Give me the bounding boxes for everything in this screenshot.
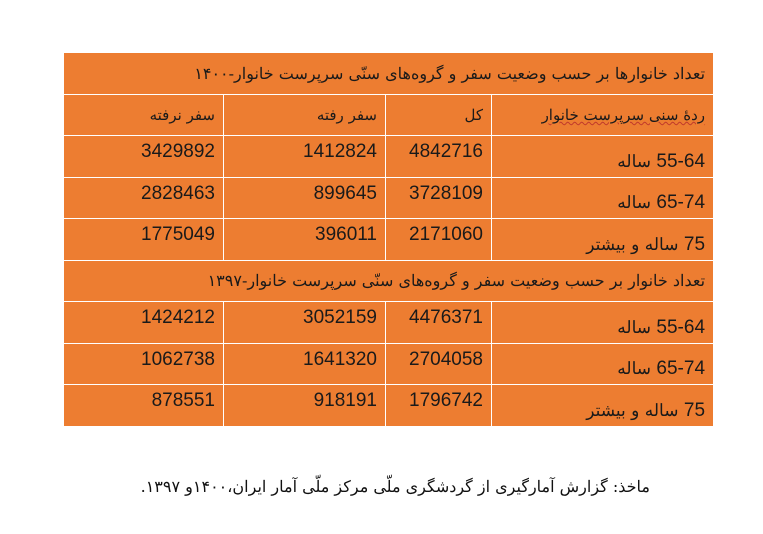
table-row — [64, 136, 714, 178]
cell-traveled: 1412824 — [224, 136, 386, 178]
cell-total: 4476371 — [386, 302, 492, 344]
cell-traveled: 3052159 — [224, 302, 386, 344]
cell-age-group: 75 ساله و بیشتر — [492, 219, 714, 261]
cell-not-traveled: 878551 — [64, 385, 224, 427]
cell-age-group: 55-64 ساله — [492, 302, 714, 344]
cell-traveled: 396011 — [224, 219, 386, 261]
cell-not-traveled: 1775049 — [64, 219, 224, 261]
cell-not-traveled: 3429892 — [64, 136, 224, 178]
cell-age-group: 75 ساله و بیشتر — [492, 385, 714, 427]
cell-total: 2171060 — [386, 219, 492, 261]
cell-not-traveled: 2828463 — [64, 177, 224, 219]
cell-traveled: 899645 — [224, 177, 386, 219]
cell-traveled: 1641320 — [224, 343, 386, 385]
cell-not-traveled: 1062738 — [64, 343, 224, 385]
table-row — [64, 302, 714, 344]
source-note: ماخذ: گزارش آمارگیری از گردشگری ملّی مرکز ملّی آمار ایران،۱۴۰۰و ۱۳۹۷. — [140, 477, 650, 496]
cell-not-traveled: 1424212 — [64, 302, 224, 344]
header-traveled: سفر رفته — [224, 94, 386, 136]
section-title-row — [64, 260, 714, 302]
cell-age-group: 65-74 ساله — [492, 343, 714, 385]
table-row — [64, 385, 714, 427]
cell-total: 4842716 — [386, 136, 492, 178]
table-row — [64, 219, 714, 261]
cell-total: 2704058 — [386, 343, 492, 385]
section-title-1400: تعداد خانوارها بر حسب وضعیت سفر و گروه‌های سنّی سرپرست خانوار-۱۴۰۰ — [64, 53, 714, 95]
table-row — [64, 343, 714, 385]
cell-total: 1796742 — [386, 385, 492, 427]
cell-age-group: 65-74 ساله — [492, 177, 714, 219]
cell-total: 3728109 — [386, 177, 492, 219]
header-age-group: ردهٔ سنی سرپرست خانوار — [492, 94, 714, 136]
cell-age-group: 55-64 ساله — [492, 136, 714, 178]
section-title-row — [64, 53, 714, 95]
travel-status-table — [63, 52, 714, 427]
cell-traveled: 918191 — [224, 385, 386, 427]
header-not-traveled: سفر نرفته — [64, 94, 224, 136]
header-total: کل — [386, 94, 492, 136]
table-row — [64, 177, 714, 219]
section-title-1397: تعداد خانوار بر حسب وضعیت سفر و گروه‌های سنّی سرپرست خانوار-۱۳۹۷ — [64, 260, 714, 302]
header-row — [64, 94, 714, 136]
